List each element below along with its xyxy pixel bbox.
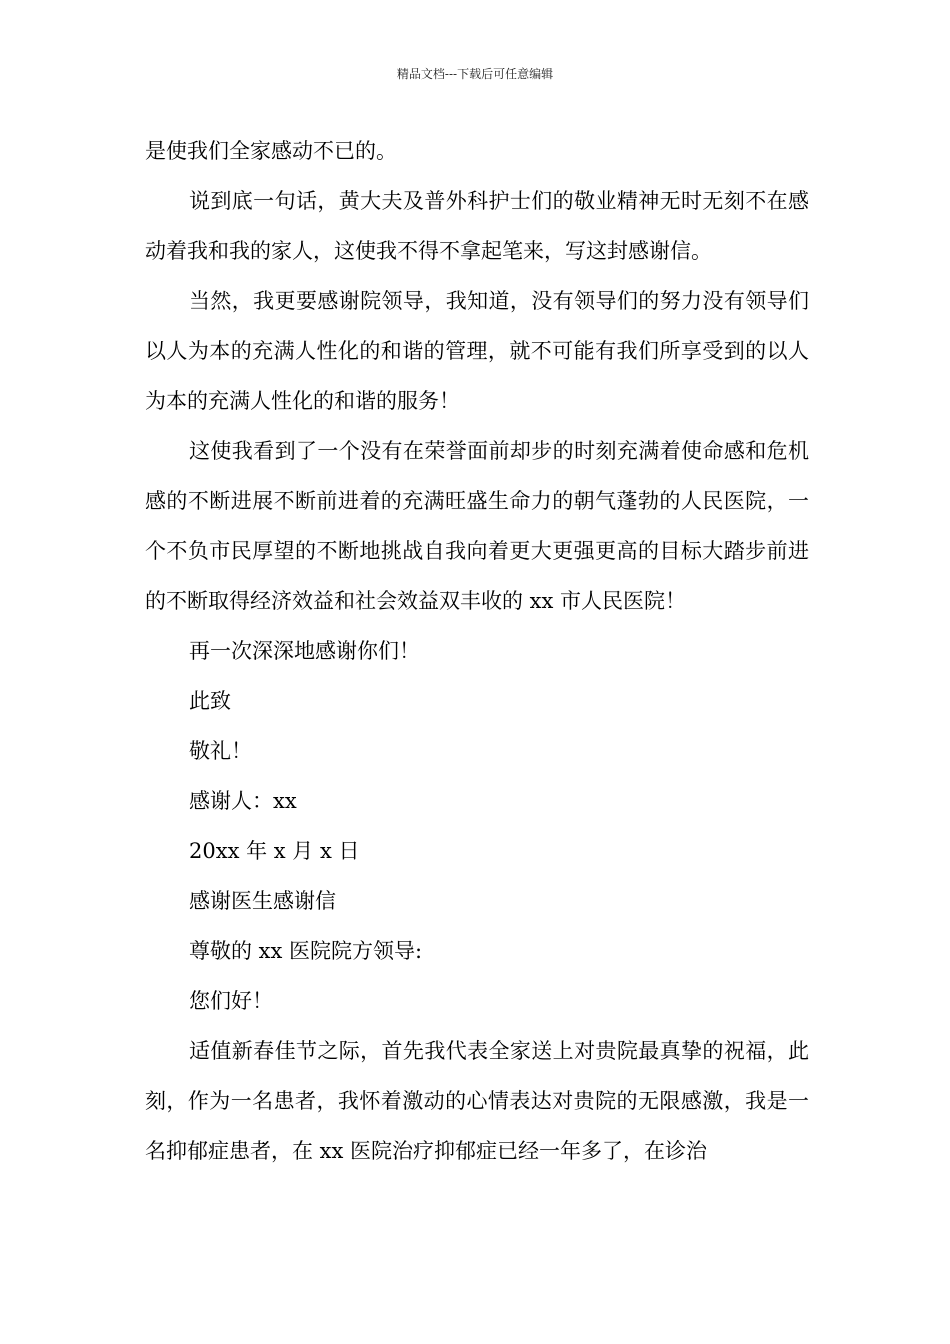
page-header: 精品文档---下载后可任意编辑 xyxy=(396,67,554,81)
section-title: 感谢医生感谢信 xyxy=(189,889,336,913)
paragraph: 当然，我更要感谢院领导，我知道，没有领导们的努力没有领导们以人为本的充满人性化的和谐的管理，就不可能有我们所享受到的以人为本的充满人性化的和谐的服务！ xyxy=(145,289,809,413)
signature-line: 感谢人：xx xyxy=(189,789,297,813)
paragraph: 是使我们全家感动不已的。 xyxy=(145,139,397,163)
closing-respect: 敬礼！ xyxy=(189,739,252,763)
letter-hello: 您们好！ xyxy=(189,989,273,1013)
letter-greeting: 尊敬的 xx 医院院方领导: xyxy=(189,939,423,963)
closing-salutation: 此致 xyxy=(189,689,231,713)
paragraph: 再一次深深地感谢你们！ xyxy=(189,639,420,663)
paragraph: 适值新春佳节之际，首先我代表全家送上对贵院最真挚的祝福，此刻，作为一名患者，我怀着激动的心情表达对贵院的无限感激，我是一名抑郁症患者，在 xx 医院治疗抑郁症已经一年多了，在诊治 xyxy=(145,1039,809,1163)
paragraph: 这使我看到了一个没有在荣誉面前却步的时刻充满着使命感和危机感的不断进展不断前进着的充满旺盛生命力的朝气蓬勃的人民医院，一个不负市民厚望的不断地挑战自我向着更大更强更高的目标大踏步前进的不断取得经济效益和社会效益双丰收的 xx 市人民医院！ xyxy=(145,439,809,613)
document-body xyxy=(145,126,809,1176)
paragraph: 说到底一句话，黄大夫及普外科护士们的敬业精神无时无刻不在感动着我和我的家人，这使我不得不拿起笔来，写这封感谢信。 xyxy=(145,189,809,263)
date-line: 20xx 年 x 月 x 日 xyxy=(189,839,360,863)
